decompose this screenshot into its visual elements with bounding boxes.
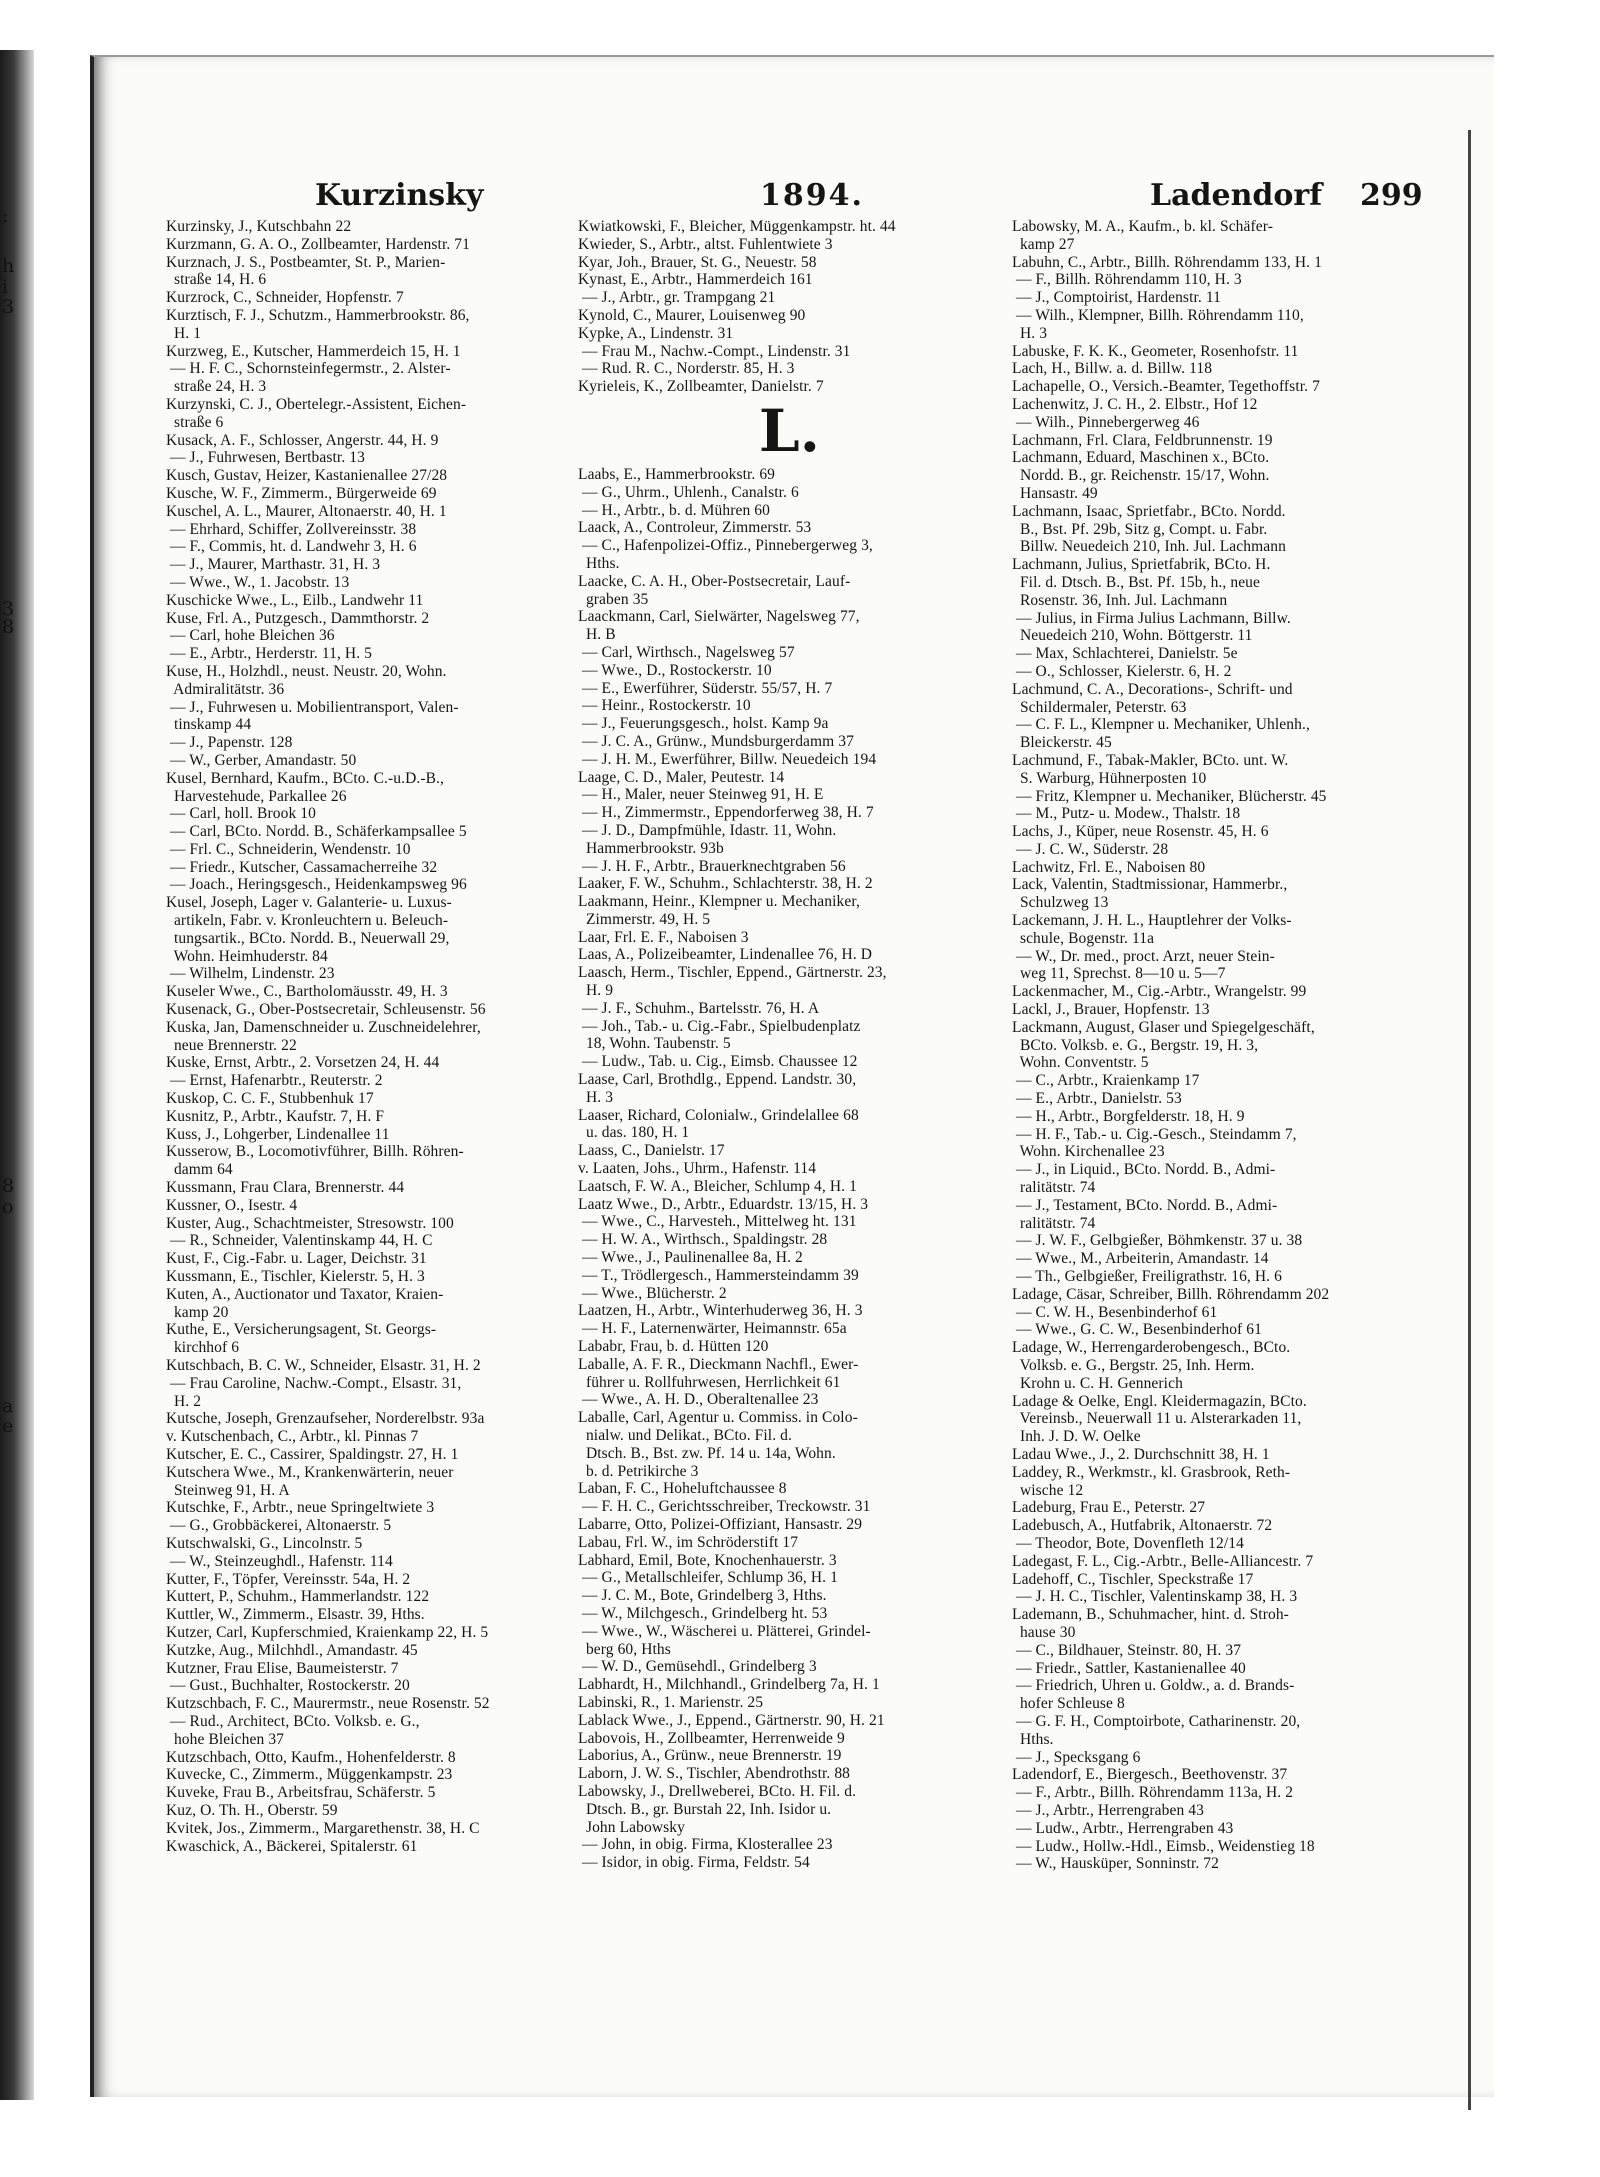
directory-entry: — C., Bildhauer, Steinstr. 80, H. 37 <box>1012 1641 1242 1659</box>
directory-entry: — J., Feuerungsgesch., holst. Kamp 9a <box>578 715 829 733</box>
left-fragment: e <box>2 1415 14 1437</box>
directory-entry: — Heinr., Rostockerstr. 10 <box>578 697 751 715</box>
directory-entry: Nordd. B., gr. Reichenstr. 15/17, Wohn. <box>1012 467 1270 485</box>
directory-entry: Kwiatkowski, F., Bleicher, Müggenkampstr. ht. 44 <box>578 218 896 235</box>
directory-entry: Kusche, W. F., Zimmerm., Bürgerweide 69 <box>166 484 437 502</box>
directory-entry: — C. W. H., Besenbinderhof 61 <box>1012 1303 1218 1321</box>
directory-entry: Kust, F., Cig.-Fabr. u. Lager, Deichstr. 31 <box>166 1250 427 1268</box>
directory-entry: — J. C. W., Süderstr. 28 <box>1012 840 1169 858</box>
page-number: 299 <box>1360 178 1423 213</box>
directory-entry: Bleickerstr. 45 <box>1012 734 1112 752</box>
directory-entry: Kuske, Ernst, Arbtr., 2. Vorsetzen 24, H. 44 <box>166 1054 440 1072</box>
directory-entry: tungsartik., BCto. Nordd. B., Neuerwall 29, <box>166 929 450 947</box>
directory-entry: — Wilh., Klempner, Billh. Röhrendamm 110, <box>1012 306 1304 324</box>
directory-entry: Lachmann, Julius, Sprietfabrik, BCto. H. <box>1012 556 1271 574</box>
directory-entry: Kutzer, Carl, Kupferschmied, Kraienkamp 22, H. 5 <box>166 1623 489 1641</box>
directory-entry: Kuschicke Wwe., L., Eilb., Landwehr 11 <box>166 591 424 609</box>
directory-entry: Hansastr. 49 <box>1012 484 1098 502</box>
directory-entry: — J. D., Dampfmühle, Idastr. 11, Wohn. <box>578 821 837 839</box>
directory-entry: — Wilh., Pinnebergerweg 46 <box>1012 413 1200 431</box>
directory-entry: — H., Zimmermstr., Eppendorferweg 38, H. 7 <box>578 804 874 822</box>
directory-entry: Kuska, Jan, Damenschneider u. Zuschneidelehrer, <box>166 1018 481 1036</box>
directory-entry: — E., Arbtr., Herderstr. 11, H. 5 <box>166 645 373 663</box>
directory-entry: Labhard, Emil, Bote, Knochenhauerstr. 3 <box>578 1551 837 1569</box>
directory-entry: artikeln, Fabr. v. Kronleuchtern u. Beleuch- <box>166 912 449 930</box>
directory-entry: — Wwe., W., Wäscherei u. Plätterei, Grindel- <box>578 1622 871 1640</box>
directory-entry: Kusch, Gustav, Heizer, Kastanienallee 27/28 <box>166 467 448 485</box>
directory-entry: — F., Billh. Röhrendamm 110, H. 3 <box>1012 271 1242 289</box>
directory-entry: Labuhn, C., Arbtr., Billh. Röhrendamm 133, H. 1 <box>1012 253 1322 271</box>
left-fragment: 8 <box>2 1175 15 1197</box>
directory-entry: Kwaschick, A., Bäckerei, Spitalerstr. 61 <box>166 1837 418 1855</box>
directory-entry: — Rud. R. C., Norderstr. 85, H. 3 <box>578 360 795 378</box>
directory-entry: weg 11, Sprechst. 8—10 u. 5—7 <box>1012 965 1226 983</box>
directory-entry: Ladage, Cäsar, Schreiber, Billh. Röhrendamm 202 <box>1012 1285 1330 1303</box>
directory-entry: BCto. Volksb. e. G., Bergstr. 19, H. 3, <box>1012 1036 1259 1054</box>
directory-entry: ralitätstr. 74 <box>1012 1179 1096 1197</box>
directory-entry: — Friedrich, Uhren u. Goldw., a. d. Brands- <box>1012 1677 1295 1695</box>
directory-entry: Laatsch, F. W. A., Bleicher, Schlump 4, H. 1 <box>578 1177 857 1195</box>
directory-column-2 <box>578 218 1001 1872</box>
directory-entry: b. d. Petrikirche 3 <box>578 1462 699 1480</box>
directory-entry: Kutschke, F., Arbtr., neue Springeltwiete 3 <box>166 1499 435 1517</box>
directory-entry: H. 2 <box>166 1392 202 1410</box>
directory-entry: — G. F. H., Comptoirbote, Catharinenstr. 20, <box>1012 1712 1301 1730</box>
directory-entry: Kusnitz, P., Arbtr., Kaufstr. 7, H. F <box>166 1107 385 1125</box>
directory-entry: — J., Fuhrwesen u. Mobilientransport, Valen- <box>166 698 459 716</box>
directory-entry: Laballe, A. F. R., Dieckmann Nachfl., Ewer- <box>578 1355 859 1373</box>
directory-entry: — W., Milchgesch., Grindelberg ht. 53 <box>578 1604 828 1622</box>
directory-entry: Ladehoff, C., Tischler, Speckstraße 17 <box>1012 1570 1254 1588</box>
directory-entry: Kussmann, E., Tischler, Kielerstr. 5, H. 3 <box>166 1268 425 1286</box>
directory-entry: Laaser, Richard, Colonialw., Grindelallee 68 <box>578 1106 859 1124</box>
directory-entry: Lachmann, Frl. Clara, Feldbrunnenstr. 19 <box>1012 431 1273 449</box>
directory-entry: — Carl, Wirthsch., Nagelsweg 57 <box>578 643 795 661</box>
directory-entry: Laakmann, Heinr., Klempner u. Mechaniker, <box>578 893 860 911</box>
directory-entry: Kuster, Aug., Schachtmeister, Stresowstr. 100 <box>166 1214 454 1232</box>
directory-entry: — Frau Caroline, Nachw.-Compt., Elsastr. 31, <box>166 1374 462 1392</box>
directory-entry: Wohn. Conventstr. 5 <box>1012 1054 1149 1072</box>
directory-entry: — Theodor, Bote, Dovenfleth 12/14 <box>1012 1534 1244 1552</box>
directory-entry: — J., Arbtr., Herrengraben 43 <box>1012 1801 1204 1819</box>
directory-entry: Lababr, Frau, b. d. Hütten 120 <box>578 1338 769 1356</box>
directory-entry: Ladage & Oelke, Engl. Kleidermagazin, BCto. <box>1012 1392 1307 1410</box>
directory-entry: — Wwe., C., Harvesteh., Mittelweg ht. 131 <box>578 1213 857 1231</box>
directory-entry: — Frau M., Nachw.-Compt., Lindenstr. 31 <box>578 342 851 360</box>
directory-entry: Volksb. e. G., Bergstr. 25, Inh. Herm. <box>1012 1357 1255 1374</box>
directory-entry: Kutzschbach, F. C., Maurermstr., neue Rosenstr. 52 <box>166 1695 490 1713</box>
left-page-edge <box>0 50 34 2100</box>
directory-entry: Kuz, O. Th. H., Oberstr. 59 <box>166 1801 338 1819</box>
left-fragment: 8 <box>2 616 15 638</box>
running-header <box>150 178 1423 218</box>
directory-entry: Lachmann, Eduard, Maschinen x., BCto. <box>1012 449 1270 467</box>
directory-entry: — J., Specksgang 6 <box>1012 1748 1141 1766</box>
directory-entry: — F. H. C., Gerichtsschreiber, Treckowstr. 31 <box>578 1498 871 1516</box>
directory-entry: Kuskop, C. C. F., Stubbenhuk 17 <box>166 1090 374 1108</box>
left-fragment: : <box>2 205 9 227</box>
directory-entry: Lachmann, Isaac, Sprietfabr., BCto. Nordd. <box>1012 502 1286 520</box>
directory-entry: — M., Putz- u. Modew., Thalstr. 18 <box>1012 805 1241 823</box>
directory-entry: Billw. Neuedeich 210, Inh. Jul. Lachmann <box>1012 538 1286 556</box>
directory-entry: — J., Maurer, Marthastr. 31, H. 3 <box>166 556 381 574</box>
directory-entry: Kussmann, Frau Clara, Brennerstr. 44 <box>166 1179 405 1197</box>
header-last-entry: Ladendorf <box>1150 178 1323 213</box>
directory-entry: Kutzner, Frau Elise, Baumeisterstr. 7 <box>166 1659 399 1677</box>
directory-entry: Laackmann, Carl, Sielwärter, Nagelsweg 77, <box>578 608 860 626</box>
directory-entry: — Joach., Heringsgesch., Heidenkampsweg 96 <box>166 876 467 894</box>
directory-entry: — Ernst, Hafenarbtr., Reuterstr. 2 <box>166 1072 383 1090</box>
directory-entry: Hths. <box>1012 1730 1054 1748</box>
directory-entry: — Julius, in Firma Julius Lachmann, Billw. <box>1012 609 1291 627</box>
directory-entry: Lackl, J., Brauer, Hopfenstr. 13 <box>1012 1001 1210 1019</box>
directory-entry: Schildermaler, Peterstr. 63 <box>1012 698 1187 716</box>
directory-entry: — Wilhelm, Lindenstr. 23 <box>166 965 335 983</box>
directory-entry: — Carl, holl. Brook 10 <box>166 805 316 823</box>
directory-entry: — G., Metallschleifer, Schlump 36, H. 1 <box>578 1569 838 1587</box>
section-letter-heading: L. <box>758 396 821 465</box>
directory-entry: Kyar, Joh., Brauer, St. G., Neuestr. 58 <box>578 253 817 271</box>
directory-entry: — Max, Schlachterei, Danielstr. 5e <box>1012 645 1238 663</box>
directory-entry: — R., Schneider, Valentinskamp 44, H. C <box>166 1232 433 1250</box>
directory-entry: Labau, Frl. W., im Schröderstift 17 <box>578 1533 799 1551</box>
directory-entry: führer u. Rollfuhrwesen, Herrlichkeit 61 <box>578 1373 841 1391</box>
directory-entry: — Wwe., M., Arbeiterin, Amandastr. 14 <box>1012 1250 1269 1268</box>
directory-entry: Inh. J. D. W. Oelke <box>1012 1428 1141 1446</box>
directory-entry: Laabs, E., Hammerbrookstr. 69 <box>578 465 776 483</box>
directory-entry: Ladendorf, E., Biergesch., Beethovenstr. 37 <box>1012 1766 1288 1784</box>
directory-entry: Kuvecke, C., Zimmerm., Müggenkampstr. 23 <box>166 1766 453 1784</box>
directory-entry: — Joh., Tab.- u. Cig.-Fabr., Spielbudenplatz <box>578 1017 861 1035</box>
directory-entry: wische 12 <box>1012 1481 1084 1499</box>
directory-entry: Steinweg 91, H. A <box>166 1481 290 1499</box>
directory-entry: Labuske, F. K. K., Geometer, Rosenhofstr. 11 <box>1012 342 1299 360</box>
directory-entry: Laban, F. C., Hoheluftchaussee 8 <box>578 1480 787 1498</box>
directory-entry: — Friedr., Kutscher, Cassamacherreihe 32 <box>166 858 438 876</box>
directory-entry: Kutter, F., Töpfer, Vereinsstr. 54a, H. 2 <box>166 1570 411 1588</box>
directory-entry: Kvitek, Jos., Zimmerm., Margarethenstr. 38, H. C <box>166 1819 480 1837</box>
directory-entry: Kutschbach, B. C. W., Schneider, Elsastr. 31, H. 2 <box>166 1357 481 1374</box>
directory-entry: Lackenmacher, M., Cig.-Arbtr., Wrangelstr. 99 <box>1012 983 1307 1001</box>
directory-entry: — T., Trödlergesch., Hammersteindamm 39 <box>578 1266 859 1284</box>
directory-entry: Vereinsb., Neuerwall 11 u. Alsterarkaden 11, <box>1012 1410 1302 1428</box>
directory-entry: Kwieder, S., Arbtr., altst. Fuhlentwiete 3 <box>578 235 833 253</box>
directory-entry: — W., Hausküper, Sonninstr. 72 <box>1012 1855 1219 1873</box>
directory-entry: graben 35 <box>578 590 649 608</box>
directory-entry: — Friedr., Sattler, Kastanienallee 40 <box>1012 1659 1246 1677</box>
directory-entry: Ladage, W., Herrengarderobengesch., BCto. <box>1012 1339 1291 1357</box>
directory-entry: — G., Uhrm., Uhlenh., Canalstr. 6 <box>578 483 799 501</box>
directory-entry: Lach, H., Billw. a. d. Billw. 118 <box>1012 360 1213 378</box>
directory-entry: u. das. 180, H. 1 <box>578 1124 690 1142</box>
directory-entry: — Ludw., Hollw.-Hdl., Eimsb., Weidenstieg 18 <box>1012 1837 1315 1855</box>
directory-entry: 18, Wohn. Taubenstr. 5 <box>578 1035 731 1053</box>
directory-entry: — Ehrhard, Schiffer, Zollvereinsstr. 38 <box>166 520 417 538</box>
directory-entry: Laaker, F. W., Schuhm., Schlachterstr. 38, H. 2 <box>578 875 873 893</box>
directory-entry: Laar, Frl. E. F., Naboisen 3 <box>578 928 749 946</box>
directory-entry: Labowsky, M. A., Kaufm., b. kl. Schäfer- <box>1012 218 1273 235</box>
directory-entry: Lack, Valentin, Stadtmissionar, Hammerbr., <box>1012 876 1288 894</box>
directory-entry: Kutzschbach, Otto, Kaufm., Hohenfelderstr. 8 <box>166 1748 456 1766</box>
directory-entry: Kuseler Wwe., C., Bartholomäusstr. 49, H. 3 <box>166 983 448 1001</box>
directory-entry: Dtsch. B., gr. Burstah 22, Inh. Isidor u. <box>578 1800 832 1818</box>
directory-entry: — Carl, hohe Bleichen 36 <box>166 627 335 645</box>
directory-entry: H. 3 <box>1012 324 1048 342</box>
directory-entry: neue Brennerstr. 22 <box>166 1036 297 1054</box>
directory-entry: — J., in Liquid., BCto. Nordd. B., Admi- <box>1012 1161 1276 1179</box>
left-fragment: i <box>2 276 9 298</box>
directory-entry: nialw. und Delikat., BCto. Fil. d. <box>578 1427 792 1444</box>
directory-entry: Kuse, H., Holzhdl., neust. Neustr. 20, Wohn. <box>166 662 447 680</box>
directory-entry: Kurzmann, G. A. O., Zollbeamter, Hardenstr. 71 <box>166 235 471 253</box>
directory-entry: Lachapelle, O., Versich.-Beamter, Tegethoffstr. 7 <box>1012 378 1320 396</box>
directory-entry: — Gust., Buchhalter, Rostockerstr. 20 <box>166 1677 410 1695</box>
directory-entry: — F., Commis, ht. d. Landwehr 3, H. 6 <box>166 538 417 556</box>
directory-entry: Lademann, B., Schuhmacher, hint. d. Stroh- <box>1012 1606 1289 1624</box>
directory-entry: Admiralitätstr. 36 <box>166 680 285 698</box>
directory-entry: Kurztisch, F. J., Schutzm., Hammerbrookstr. 86, <box>166 306 470 324</box>
directory-entry: — J., Fuhrwesen, Bertbastr. 13 <box>166 449 365 467</box>
directory-entry: Kurzinsky, J., Kutschbahn 22 <box>166 218 352 235</box>
directory-entry: Laase, Carl, Brothdlg., Eppend. Landstr. 30, <box>578 1071 857 1089</box>
directory-entry: — Th., Gelbgießer, Freiligrathstr. 16, H. 6 <box>1012 1268 1282 1286</box>
directory-entry: Kutscher, E. C., Cassirer, Spaldingstr. 27, H. 1 <box>166 1445 459 1463</box>
directory-entry: Kuss, J., Lohgerber, Lindenallee 11 <box>166 1125 390 1143</box>
directory-entry: — W., Dr. med., proct. Arzt, neuer Stein- <box>1012 947 1275 965</box>
directory-entry: Laage, C. D., Maler, Peutestr. 14 <box>578 768 785 786</box>
directory-entry: Labhardt, H., Milchhandl., Grindelberg 7a, H. 1 <box>578 1676 880 1694</box>
directory-entry: Ladeburg, Frau E., Peterstr. 27 <box>1012 1499 1206 1517</box>
directory-entry: — John, in obig. Firma, Klosterallee 23 <box>578 1836 833 1854</box>
directory-entry: Kuse, Frl. A., Putzgesch., Dammthorstr. 2 <box>166 609 430 627</box>
directory-entry: — H. W. A., Wirthsch., Spaldingstr. 28 <box>578 1231 828 1249</box>
directory-entry: Laas, A., Polizeibeamter, Lindenallee 76, H. D <box>578 946 873 964</box>
left-fragment: 3 <box>2 598 15 620</box>
directory-entry: schule, Bogenstr. 11a <box>1012 929 1155 947</box>
directory-entry: — J. H. C., Tischler, Valentinskamp 38, H. 3 <box>1012 1588 1298 1606</box>
directory-entry: Harvestehude, Parkallee 26 <box>166 787 347 805</box>
directory-entry: kamp 27 <box>1012 235 1075 253</box>
directory-entry: B., Bst. Pf. 29b, Sitz g, Compt. u. Fabr. <box>1012 520 1268 538</box>
directory-entry: Schulzweg 13 <box>1012 894 1109 912</box>
directory-entry: Laatzen, H., Arbtr., Winterhuderweg 36, H. 3 <box>578 1302 863 1320</box>
directory-entry: — C., Hafenpolizei-Offiz., Pinnebergerweg 3, <box>578 537 873 555</box>
directory-entry: — Wwe., Blücherstr. 2 <box>578 1284 727 1302</box>
directory-entry: — Ludw., Tab. u. Cig., Eimsb. Chaussee 12 <box>578 1053 858 1071</box>
directory-entry: Kuttert, P., Schuhm., Hammerlandstr. 122 <box>166 1588 430 1606</box>
directory-entry: H. 3 <box>578 1088 614 1106</box>
directory-entry: Rosenstr. 36, Inh. Jul. Lachmann <box>1012 591 1228 609</box>
directory-entry: Kutzke, Aug., Milchhdl., Amandastr. 45 <box>166 1641 418 1659</box>
left-fragment: 3 <box>2 296 15 318</box>
directory-column-1 <box>166 218 564 1855</box>
directory-entry: Kusack, A. F., Schlosser, Angerstr. 44, H. 9 <box>166 431 439 449</box>
directory-entry: straße 6 <box>166 413 224 431</box>
directory-entry: — J. C. M., Bote, Grindelberg 3, Hths. <box>578 1587 827 1605</box>
header-year: 1894. <box>760 178 864 213</box>
directory-entry: — Wwe., G. C. W., Besenbinderhof 61 <box>1012 1321 1262 1339</box>
directory-entry: Laborn, J. W. S., Tischler, Abendrothstr. 88 <box>578 1765 851 1783</box>
directory-entry: Kurznach, J. S., Postbeamter, St. P., Marien- <box>166 253 446 271</box>
directory-entry: Lachmund, C. A., Decorations-, Schrift- und <box>1012 680 1293 698</box>
directory-entry: — Wwe., W., 1. Jacobstr. 13 <box>166 573 350 591</box>
directory-entry: Ladau Wwe., J., 2. Durchschnitt 38, H. 1 <box>1012 1445 1270 1463</box>
directory-entry: Labowsky, J., Drellweberei, BCto. H. Fil. d. <box>578 1782 857 1800</box>
directory-entry: — W., Steinzeughdl., Hafenstr. 114 <box>166 1552 393 1570</box>
directory-entry: Laack, A., Controleur, Zimmerstr. 53 <box>578 519 812 537</box>
directory-entry: Kuveke, Frau B., Arbeitsfrau, Schäferstr. 5 <box>166 1784 436 1802</box>
header-first-entry: Kurzinsky <box>315 178 484 213</box>
directory-entry: — Wwe., J., Paulinenallee 8a, H. 2 <box>578 1249 803 1267</box>
directory-entry: Kurzweg, E., Kutscher, Hammerdeich 15, H. 1 <box>166 342 461 360</box>
directory-entry: Laatz Wwe., D., Arbtr., Eduardstr. 13/15, H. 3 <box>578 1195 869 1213</box>
directory-entry: H. B <box>578 626 616 644</box>
directory-entry: Kusel, Bernhard, Kaufm., BCto. C.-u.D.-B., <box>166 769 445 787</box>
directory-entry: Labarre, Otto, Polizei-Offiziant, Hansastr. 29 <box>578 1515 863 1533</box>
directory-entry: Labovois, H., Zollbeamter, Herrenweide 9 <box>578 1729 845 1747</box>
directory-entry: — Carl, BCto. Nordd. B., Schäferkampsallee 5 <box>166 823 467 841</box>
directory-entry: v. Laaten, Johs., Uhrm., Hafenstr. 114 <box>578 1160 817 1178</box>
directory-entry: Lachs, J., Küper, neue Rosenstr. 45, H. 6 <box>1012 823 1269 841</box>
directory-entry: — J. W. F., Gelbgießer, Böhmkenstr. 37 u. 38 <box>1012 1232 1303 1250</box>
directory-entry: — J. H. F., Arbtr., Brauerknechtgraben 56 <box>578 857 846 875</box>
directory-entry: S. Warburg, Hühnerposten 10 <box>1012 769 1207 787</box>
directory-entry: Wohn. Kirchenallee 23 <box>1012 1143 1165 1161</box>
directory-entry: Ladebusch, A., Hutfabrik, Altonaerstr. 72 <box>1012 1517 1273 1535</box>
directory-entry: Laddey, R., Werkmstr., kl. Grasbrook, Reth- <box>1012 1463 1291 1481</box>
directory-entry: v. Kutschenbach, C., Arbtr., kl. Pinnas 7 <box>166 1428 419 1446</box>
directory-entry: — J., Testament, BCto. Nordd. B., Admi- <box>1012 1196 1278 1214</box>
page-margin-rule <box>1468 130 1471 2110</box>
directory-entry: — J., Papenstr. 128 <box>166 734 293 752</box>
directory-entry: hofer Schleuse 8 <box>1012 1695 1125 1713</box>
directory-entry: H. 1 <box>166 324 202 342</box>
directory-entry: Kutschwalski, G., Lincolnstr. 5 <box>166 1534 363 1552</box>
left-fragment: h <box>2 255 15 277</box>
directory-entry: Laborius, A., Grünw., neue Brennerstr. 19 <box>578 1747 842 1765</box>
directory-entry: — H. F., Laternenwärter, Heimannstr. 65a <box>578 1320 847 1338</box>
directory-entry: damm 64 <box>166 1161 233 1179</box>
directory-entry: — Rud., Architect, BCto. Volksb. e. G., <box>166 1712 420 1730</box>
directory-entry: — Frl. C., Schneiderin, Wendenstr. 10 <box>166 840 411 858</box>
directory-entry: Kynold, C., Maurer, Louisenweg 90 <box>578 306 806 324</box>
directory-entry: ralitätstr. 74 <box>1012 1214 1096 1232</box>
directory-entry: — H. F. C., Schornsteinfegermstr., 2. Alster- <box>166 360 451 378</box>
directory-entry: — G., Grobbäckerei, Altonaerstr. 5 <box>166 1517 392 1535</box>
directory-entry: — J., Comptoirist, Hardenstr. 11 <box>1012 289 1221 307</box>
directory-entry: — Wwe., A. H. D., Oberaltenallee 23 <box>578 1391 819 1409</box>
directory-entry: Lablack Wwe., J., Eppend., Gärtnerstr. 90, H. 21 <box>578 1711 885 1729</box>
directory-entry: Zimmerstr. 49, H. 5 <box>578 910 711 928</box>
directory-entry: Laballe, Carl, Agentur u. Commiss. in Colo- <box>578 1409 858 1427</box>
directory-entry: — J. H. M., Ewerführer, Billw. Neuedeich 194 <box>578 750 877 768</box>
directory-entry: — F., Arbtr., Billh. Röhrendamm 113a, H. 2 <box>1012 1784 1294 1802</box>
directory-entry: Kusel, Joseph, Lager v. Galanterie- u. Luxus- <box>166 894 452 912</box>
directory-entry: — Wwe., D., Rostockerstr. 10 <box>578 661 772 679</box>
directory-entry: berg 60, Hths <box>578 1640 671 1658</box>
directory-entry: Lackemann, J. H. L., Hauptlehrer der Volks- <box>1012 912 1292 930</box>
directory-entry: — W. D., Gemüsehdl., Grindelberg 3 <box>578 1658 817 1676</box>
directory-entry: Laasch, Herm., Tischler, Eppend., Gärtnerstr. 23, <box>578 964 887 982</box>
left-fragment: a <box>2 1395 14 1417</box>
directory-entry: — W., Gerber, Amandastr. 50 <box>166 751 357 769</box>
directory-entry: Kynast, E., Arbtr., Hammerdeich 161 <box>578 271 813 289</box>
left-fragment: o <box>2 1196 14 1218</box>
directory-entry: — H. F., Tab.- u. Cig.-Gesch., Steindamm 7, <box>1012 1125 1297 1143</box>
directory-entry: — E., Arbtr., Danielstr. 53 <box>1012 1090 1182 1108</box>
directory-entry: Kurzynski, C. J., Obertelegr.-Assistent, Eichen- <box>166 395 467 413</box>
directory-entry: Krohn u. C. H. Gennerich <box>1012 1374 1183 1392</box>
directory-entry: — C., Arbtr., Kraienkamp 17 <box>1012 1072 1200 1090</box>
directory-entry: H. 9 <box>578 982 614 1000</box>
directory-entry: — J., Arbtr., gr. Trampgang 21 <box>578 289 776 307</box>
directory-entry: Kyrieleis, K., Zollbeamter, Danielstr. 7 <box>578 378 824 396</box>
directory-entry: Neuedeich 210, Wohn. Böttgerstr. 11 <box>1012 627 1253 645</box>
directory-entry: tinskamp 44 <box>166 716 252 734</box>
directory-entry: — H., Arbtr., b. d. Mühren 60 <box>578 501 771 519</box>
directory-entry: — Fritz, Klempner u. Mechaniker, Blücherstr. 45 <box>1012 787 1327 805</box>
directory-entry: Kusenack, G., Ober-Postsecretair, Schleusenstr. 56 <box>166 1001 486 1019</box>
directory-entry: — H., Maler, neuer Steinweg 91, H. E <box>578 786 824 804</box>
directory-entry: Wohn. Heimhuderstr. 84 <box>166 947 328 965</box>
directory-entry: Kusserow, B., Locomotivführer, Billh. Röhren- <box>166 1143 464 1161</box>
directory-entry: Kuttler, W., Zimmerm., Elsastr. 39, Hths. <box>166 1606 425 1624</box>
directory-entry: Kuschel, A. L., Maurer, Altonaerstr. 40, H. 1 <box>166 502 447 520</box>
directory-entry: Ladegast, F. L., Cig.-Arbtr., Belle-Alliancestr. 7 <box>1012 1552 1314 1570</box>
directory-entry: Kurzrock, C., Schneider, Hopfenstr. 7 <box>166 289 404 307</box>
directory-entry: Lachwitz, Frl. E., Naboisen 80 <box>1012 858 1206 876</box>
directory-entry: hause 30 <box>1012 1623 1076 1641</box>
directory-entry: John Labowsky <box>578 1818 685 1836</box>
directory-entry: — J. F., Schuhm., Bartelsstr. 76, H. A <box>578 999 820 1017</box>
directory-entry: kamp 20 <box>166 1303 229 1321</box>
directory-entry: Kutsche, Joseph, Grenzaufseher, Norderelbstr. 93a <box>166 1410 485 1428</box>
directory-entry: — C. F. L., Klempner u. Mechaniker, Uhlenh., <box>1012 716 1310 734</box>
directory-entry: Labinski, R., 1. Marienstr. 25 <box>578 1693 764 1711</box>
directory-entry: Hths. <box>578 554 620 572</box>
directory-entry: Laacke, C. A. H., Ober-Postsecretair, Lauf- <box>578 572 851 590</box>
directory-entry: straße 24, H. 3 <box>166 378 267 396</box>
directory-entry: — E., Ewerführer, Süderstr. 55/57, H. 7 <box>578 679 833 697</box>
directory-column-3 <box>1012 218 1432 1873</box>
directory-entry: — J. C. A., Grünw., Mundsburgerdamm 37 <box>578 732 855 750</box>
directory-entry: — H., Arbtr., Borgfelderstr. 18, H. 9 <box>1012 1107 1245 1125</box>
directory-entry: — O., Schlosser, Kielerstr. 6, H. 2 <box>1012 662 1232 680</box>
directory-entry: Kuten, A., Auctionator und Taxator, Kraien- <box>166 1285 444 1303</box>
directory-entry: Lachenwitz, J. C. H., 2. Elbstr., Hof 12 <box>1012 395 1258 413</box>
directory-entry: Kutschera Wwe., M., Krankenwärterin, neuer <box>166 1463 454 1481</box>
directory-entry: Kuthe, E., Versicherungsagent, St. Georgs- <box>166 1321 437 1339</box>
directory-entry: Kussner, O., Isestr. 4 <box>166 1196 298 1214</box>
directory-entry: Fil. d. Dtsch. B., Bst. Pf. 15b, h., neue <box>1012 573 1261 591</box>
directory-entry: — Ludw., Arbtr., Herrengraben 43 <box>1012 1819 1234 1837</box>
directory-entry: Laass, C., Danielstr. 17 <box>578 1142 725 1160</box>
directory-entry: Dtsch. B., Bst. zw. Pf. 14 u. 14a, Wohn. <box>578 1444 836 1462</box>
directory-entry: kirchhof 6 <box>166 1339 240 1357</box>
directory-entry: Kypke, A., Lindenstr. 31 <box>578 324 734 342</box>
directory-entry: — Isidor, in obig. Firma, Feldstr. 54 <box>578 1854 810 1872</box>
directory-entry: straße 14, H. 6 <box>166 271 267 289</box>
directory-entry: Hammerbrookstr. 93b <box>578 839 724 857</box>
directory-entry: Lackmann, August, Glaser und Spiegelgeschäft, <box>1012 1018 1315 1036</box>
directory-entry: hohe Bleichen 37 <box>166 1730 285 1748</box>
directory-entry: Lachmund, F., Tabak-Makler, BCto. unt. W. <box>1012 751 1289 769</box>
